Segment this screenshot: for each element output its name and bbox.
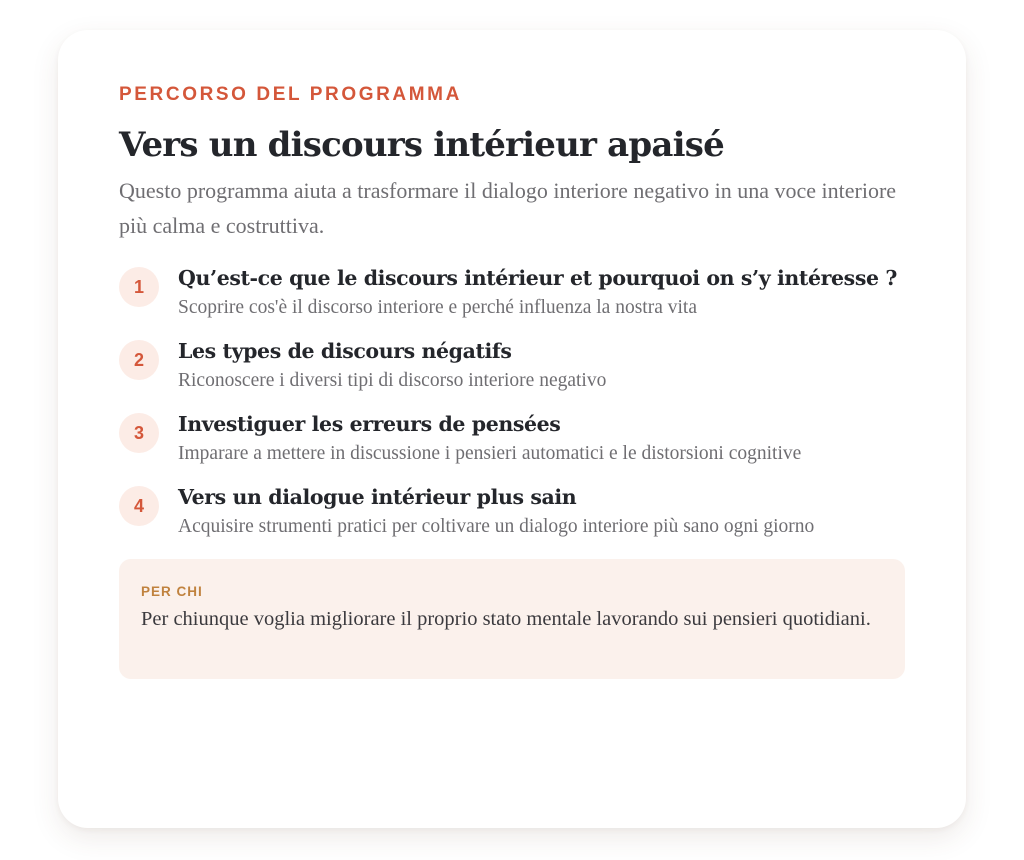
program-title: Vers un discours intérieur apaisé xyxy=(119,125,724,165)
step-number-badge: 1 xyxy=(119,267,159,307)
step-body xyxy=(178,336,905,395)
step-description: Imparare a mettere in discussione i pensieri automatici e le distorsioni cognitive xyxy=(178,443,802,464)
audience-text: Per chiunque voglia migliorare il proprio stato mentale lavorando sui pensieri quotidiani. xyxy=(141,608,871,630)
step-body xyxy=(178,409,905,468)
step-title: Qu’est-ce que le discours intérieur et pourquoi on s’y intéresse ? xyxy=(178,266,897,290)
program-description: Questo programma aiuta a trasformare il dialogo interiore negativo in una voce interiore più calma e costruttiva. xyxy=(119,178,897,238)
step-title: Investiguer les erreurs de pensées xyxy=(178,412,561,436)
step-title: Vers un dialogue intérieur plus sain xyxy=(178,485,577,509)
step-number-badge: 3 xyxy=(119,413,159,453)
step-body xyxy=(178,263,905,322)
step-number-badge: 4 xyxy=(119,486,159,526)
step-description: Scoprire cos'è il discorso interiore e perché influenza la nostra vita xyxy=(178,297,697,318)
step-item xyxy=(119,263,905,322)
step-number-badge: 2 xyxy=(119,340,159,380)
step-item xyxy=(119,409,905,468)
step-body xyxy=(178,482,905,541)
audience-box xyxy=(119,559,905,679)
step-description: Riconoscere i diversi tipi di discorso interiore negativo xyxy=(178,370,607,391)
steps-list xyxy=(119,263,905,541)
step-item xyxy=(119,482,905,541)
program-card xyxy=(58,30,966,828)
step-description: Acquisire strumenti pratici per coltivare un dialogo interiore più sano ogni giorno xyxy=(178,516,815,537)
program-eyebrow: PERCORSO DEL PROGRAMMA xyxy=(119,84,462,105)
audience-label: PER CHI xyxy=(141,584,203,599)
step-title: Les types de discours négatifs xyxy=(178,339,512,363)
step-item xyxy=(119,336,905,395)
